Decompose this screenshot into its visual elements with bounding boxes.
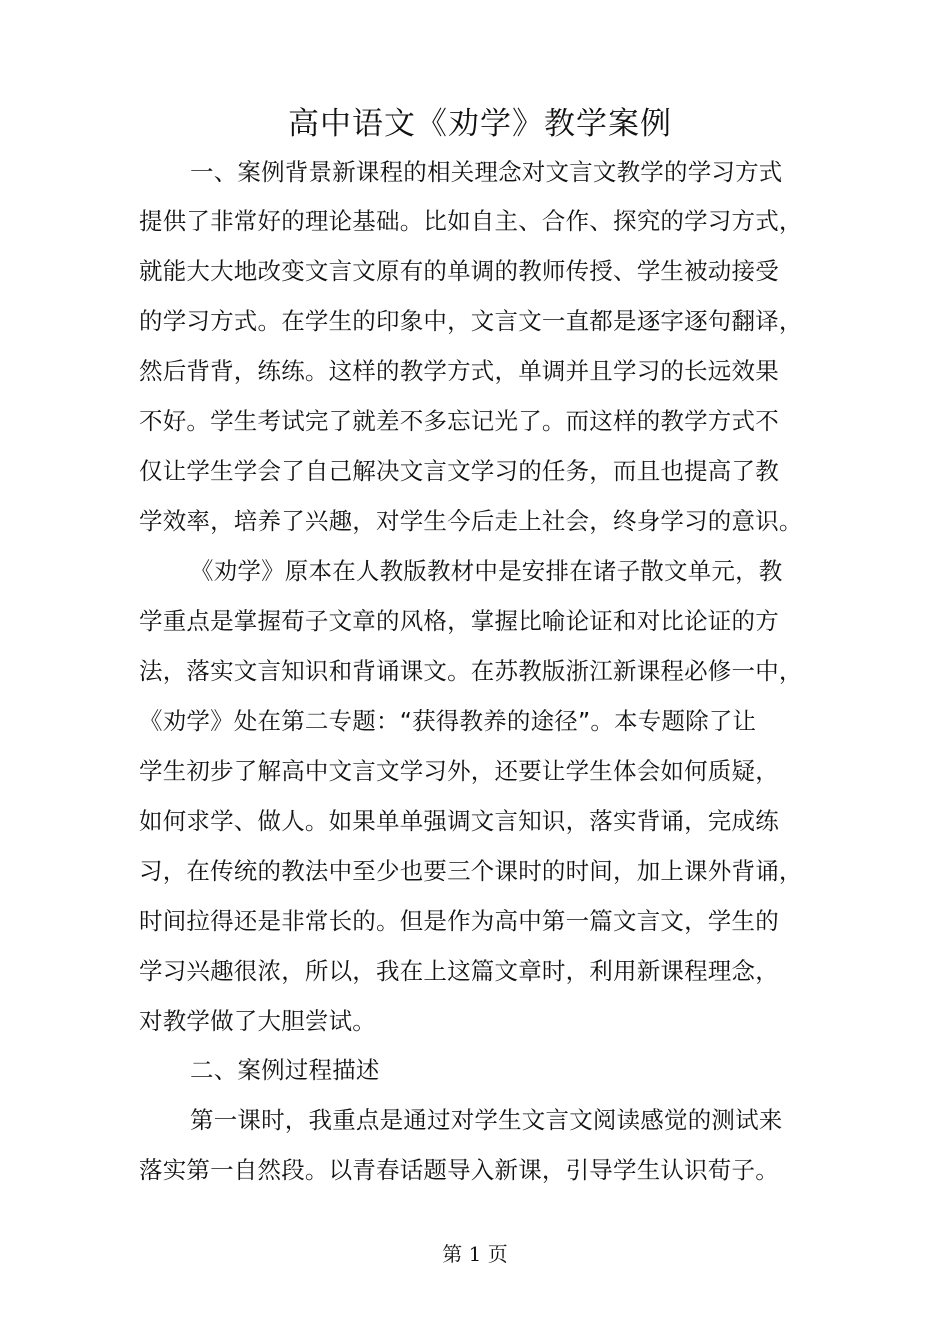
text-line: 习，在传统的教法中至少也要三个课时的时间，加上课外背诵， <box>139 857 803 885</box>
text-line: 学重点是掌握荀子文章的风格，掌握比喻论证和对比论证的方 <box>139 607 779 635</box>
text-line: 学效率，培养了兴趣，对学生今后走上社会，终身学习的意识。 <box>139 507 803 535</box>
text-line: 落实第一自然段。以青春话题导入新课，引导学生认识荀子。 <box>139 1156 779 1184</box>
section-heading: 二、案例过程描述 <box>190 1056 380 1084</box>
text-line: 学生初步了解高中文言文学习外，还要让学生体会如何质疑， <box>139 757 779 785</box>
text-line: 一、案例背景新课程的相关理念对文言文教学的学习方式 <box>190 158 783 186</box>
text-line: 就能大大地改变文言文原有的单调的教师传授、学生被动接受 <box>139 257 779 285</box>
text-line: 学习兴趣很浓，所以，我在上这篇文章时，利用新课程理念， <box>139 957 779 985</box>
text-line: 的学习方式。在学生的印象中，文言文一直都是逐字逐句翻译， <box>139 307 803 335</box>
text-line: 然后背背，练练。这样的教学方式，单调并且学习的长远效果 <box>139 357 779 385</box>
text-line: 如何求学、做人。如果单单强调文言知识，落实背诵，完成练 <box>139 807 779 835</box>
text-line: 《劝学》原本在人教版教材中是安排在诸子散文单元，教 <box>190 557 783 585</box>
document-title: 高中语文《劝学》教学案例 <box>288 106 672 142</box>
text-line: 时间拉得还是非常长的。但是作为高中第一篇文言文，学生的 <box>139 907 779 935</box>
text-line: 不好。学生考试完了就差不多忘记光了。而这样的教学方式不 <box>139 407 779 435</box>
text-line: 对教学做了大胆尝试。 <box>139 1007 376 1035</box>
text-line: 《劝学》处在第二专题：“获得教养的途径”。本专题除了让 <box>139 707 757 735</box>
text-line: 第一课时，我重点是通过对学生文言文阅读感觉的测试来 <box>190 1106 783 1134</box>
text-line: 法，落实文言知识和背诵课文。在苏教版浙江新课程必修一中， <box>139 657 803 685</box>
page-number: 第 1 页 <box>442 1242 508 1266</box>
text-line: 仅让学生学会了自己解决文言文学习的任务，而且也提高了教 <box>139 457 779 485</box>
text-line: 提供了非常好的理论基础。比如自主、合作、探究的学习方式， <box>139 207 803 235</box>
